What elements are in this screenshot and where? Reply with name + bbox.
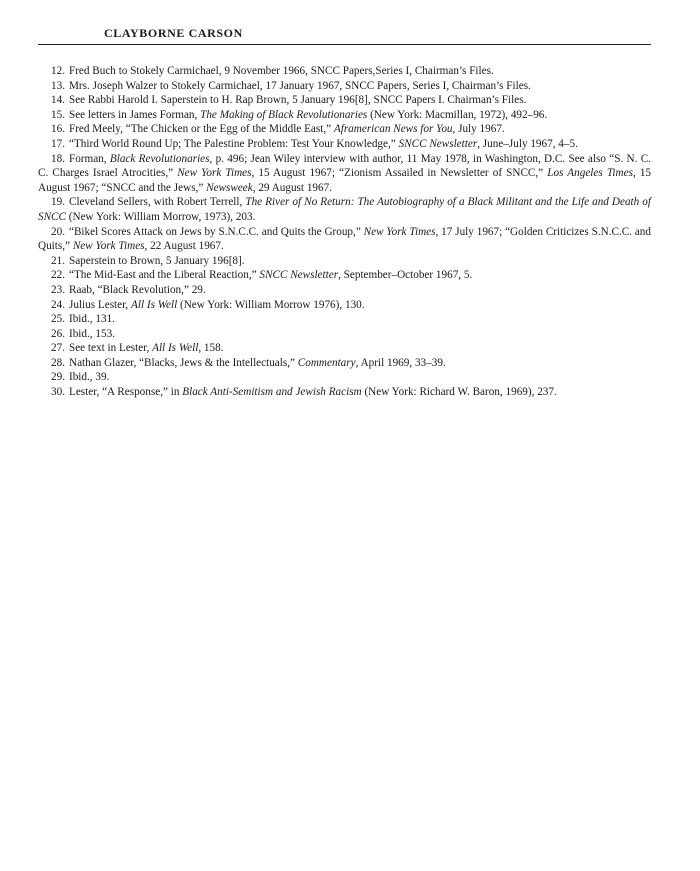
endnote-text: , 22 August 1967. [144,240,224,253]
endnote [38,152,651,196]
endnote-title: All Is Well [152,342,199,355]
endnote-number: 19. [51,196,65,209]
endnote-number: 13. [51,79,65,92]
endnote [38,283,651,298]
header-rule [38,44,651,45]
endnote-number: 15. [51,108,65,121]
endnote [38,108,651,123]
endnote-number: 28. [51,356,65,369]
endnote-number: 24. [51,298,65,311]
endnote-number: 29. [51,371,65,384]
endnote [38,312,651,327]
endnote-number: 17. [51,137,65,150]
endnote-text: Nathan Glazer, “Blacks, Jews & the Intellectuals,” [68,356,298,369]
endnote-text: Forman, [68,152,110,165]
endnote-text: , July 1967. [452,123,505,136]
endnote-text: Fred Buch to Stokely Carmichael, 9 November 1966, SNCC Papers,Series I, Chairman’s Files. [68,65,494,77]
endnote-title: Black Revolutionaries [109,152,210,165]
endnote-number: 21. [51,254,65,267]
endnote [38,225,651,254]
endnote [38,356,651,371]
endnote-text: See letters in James Forman, [68,108,201,121]
endnote-text: Saperstein to Brown, 5 January 196[8]. [68,254,245,267]
endnote-number: 12. [51,65,65,77]
endnote-number: 18. [51,152,65,165]
endnote-number: 22. [51,269,65,282]
endnote-text: Ibid., 153. [68,327,115,340]
endnote-text: , 158. [198,342,224,355]
endnote-title: New York Times [363,225,436,238]
endnote-number: 30. [51,386,65,399]
endnote-number: 26. [51,327,65,340]
endnote-text: (New York: Richard W. Baron, 1969), 237. [361,386,557,399]
endnote [38,341,651,356]
endnote-text: See Rabbi Harold I. Saperstein to H. Rap Brown, 5 January 196[8], SNCC Papers I. Chairman’s Files. [68,94,527,107]
endnote [38,254,651,269]
endnote-title: Aframerican News for You [333,123,453,136]
endnote-title: Commentary [297,356,356,369]
endnote [38,64,651,79]
endnote-title: New York Times [72,240,145,253]
endnote-title: New York Times [177,167,252,180]
endnote-number: 27. [51,342,65,355]
endnote-text: Cleveland Sellers, with Robert Terrell, [68,196,246,209]
endnote-text: , p. 496; Jean Wiley interview with author, 11 May 1978, in Washington, D.C. See also “S. N. C. C. Charges Israel Atrocities,” [38,152,651,180]
endnotes-list [38,64,651,400]
endnote-title: Los Angeles Times [547,167,633,180]
endnote-text: (New York: Macmillan, 1972), 492–96. [367,108,548,121]
endnote [38,137,651,152]
endnote-text: (New York: William Morrow 1976), 130. [177,298,365,311]
endnote-number: 16. [51,123,65,136]
endnote [38,298,651,313]
endnote-text: , 17 July 1967; “Golden Criticizes S.N.C.C. and Quits,” [38,225,651,253]
endnote-title: SNCC Newsletter [259,269,339,282]
endnote-text: Raab, “Black Revolution,” 29. [68,283,206,296]
endnote [38,122,651,137]
endnote-number: 23. [51,283,65,296]
endnote-text: , April 1969, 33–39. [355,356,446,369]
endnote-number: 25. [51,313,65,326]
endnote-text: “Third World Round Up; The Palestine Problem: Test Your Knowledge,” [68,137,399,150]
endnote [38,195,651,224]
endnote-text: Lester, “A Response,” in [68,386,183,399]
endnote [38,385,651,400]
endnote-number: 20. [51,225,65,238]
endnote-title: Black Anti-Semitism and Jewish Racism [182,386,362,399]
endnote-number: 14. [51,94,65,107]
endnote-text: , 29 August 1967. [252,181,332,194]
endnote [38,93,651,108]
endnote-title: SNCC Newsletter [398,137,478,150]
endnote-text: See text in Lester, [68,342,153,355]
endnote-text: , 15 August 1967; “Zionism Assailed in Newsletter of SNCC,” [251,167,548,180]
endnote [38,370,651,385]
endnote [38,327,651,342]
endnote-text: Ibid., 39. [68,371,110,384]
endnote-text: Julius Lester, [68,298,131,311]
endnote [38,268,651,283]
endnote-text: Fred Meely, “The Chicken or the Egg of the Middle East,” [68,123,334,136]
endnote [38,79,651,94]
endnote-title: The River of No Return: The Autobiography of a Black Militant and the Life and Death of SNCC [38,196,651,223]
endnote-text: Ibid., 131. [68,313,115,326]
endnote-text: (New York: William Morrow, 1973), 203. [65,210,256,223]
running-head: CLAYBORNE CARSON [104,26,243,40]
endnote-title: All Is Well [131,298,178,311]
endnote-text: “The Mid-East and the Liberal Reaction,” [68,269,260,282]
endnote-title: Newsweek [206,181,253,194]
endnote-text: , September–October 1967, 5. [338,269,473,282]
endnote-text: , June–July 1967, 4–5. [477,137,578,150]
endnote-text: Mrs. Joseph Walzer to Stokely Carmichael, 17 January 1967, SNCC Papers, Series I, Chairman’s Files. [68,79,531,92]
endnote-text: “Bikel Scores Attack on Jews by S.N.C.C. and Quits the Group,” [68,225,364,238]
endnote-title: The Making of Black Revolutionaries [200,108,368,121]
endnote-text: , 15 August 1967; “SNCC and the Jews,” [38,167,652,194]
